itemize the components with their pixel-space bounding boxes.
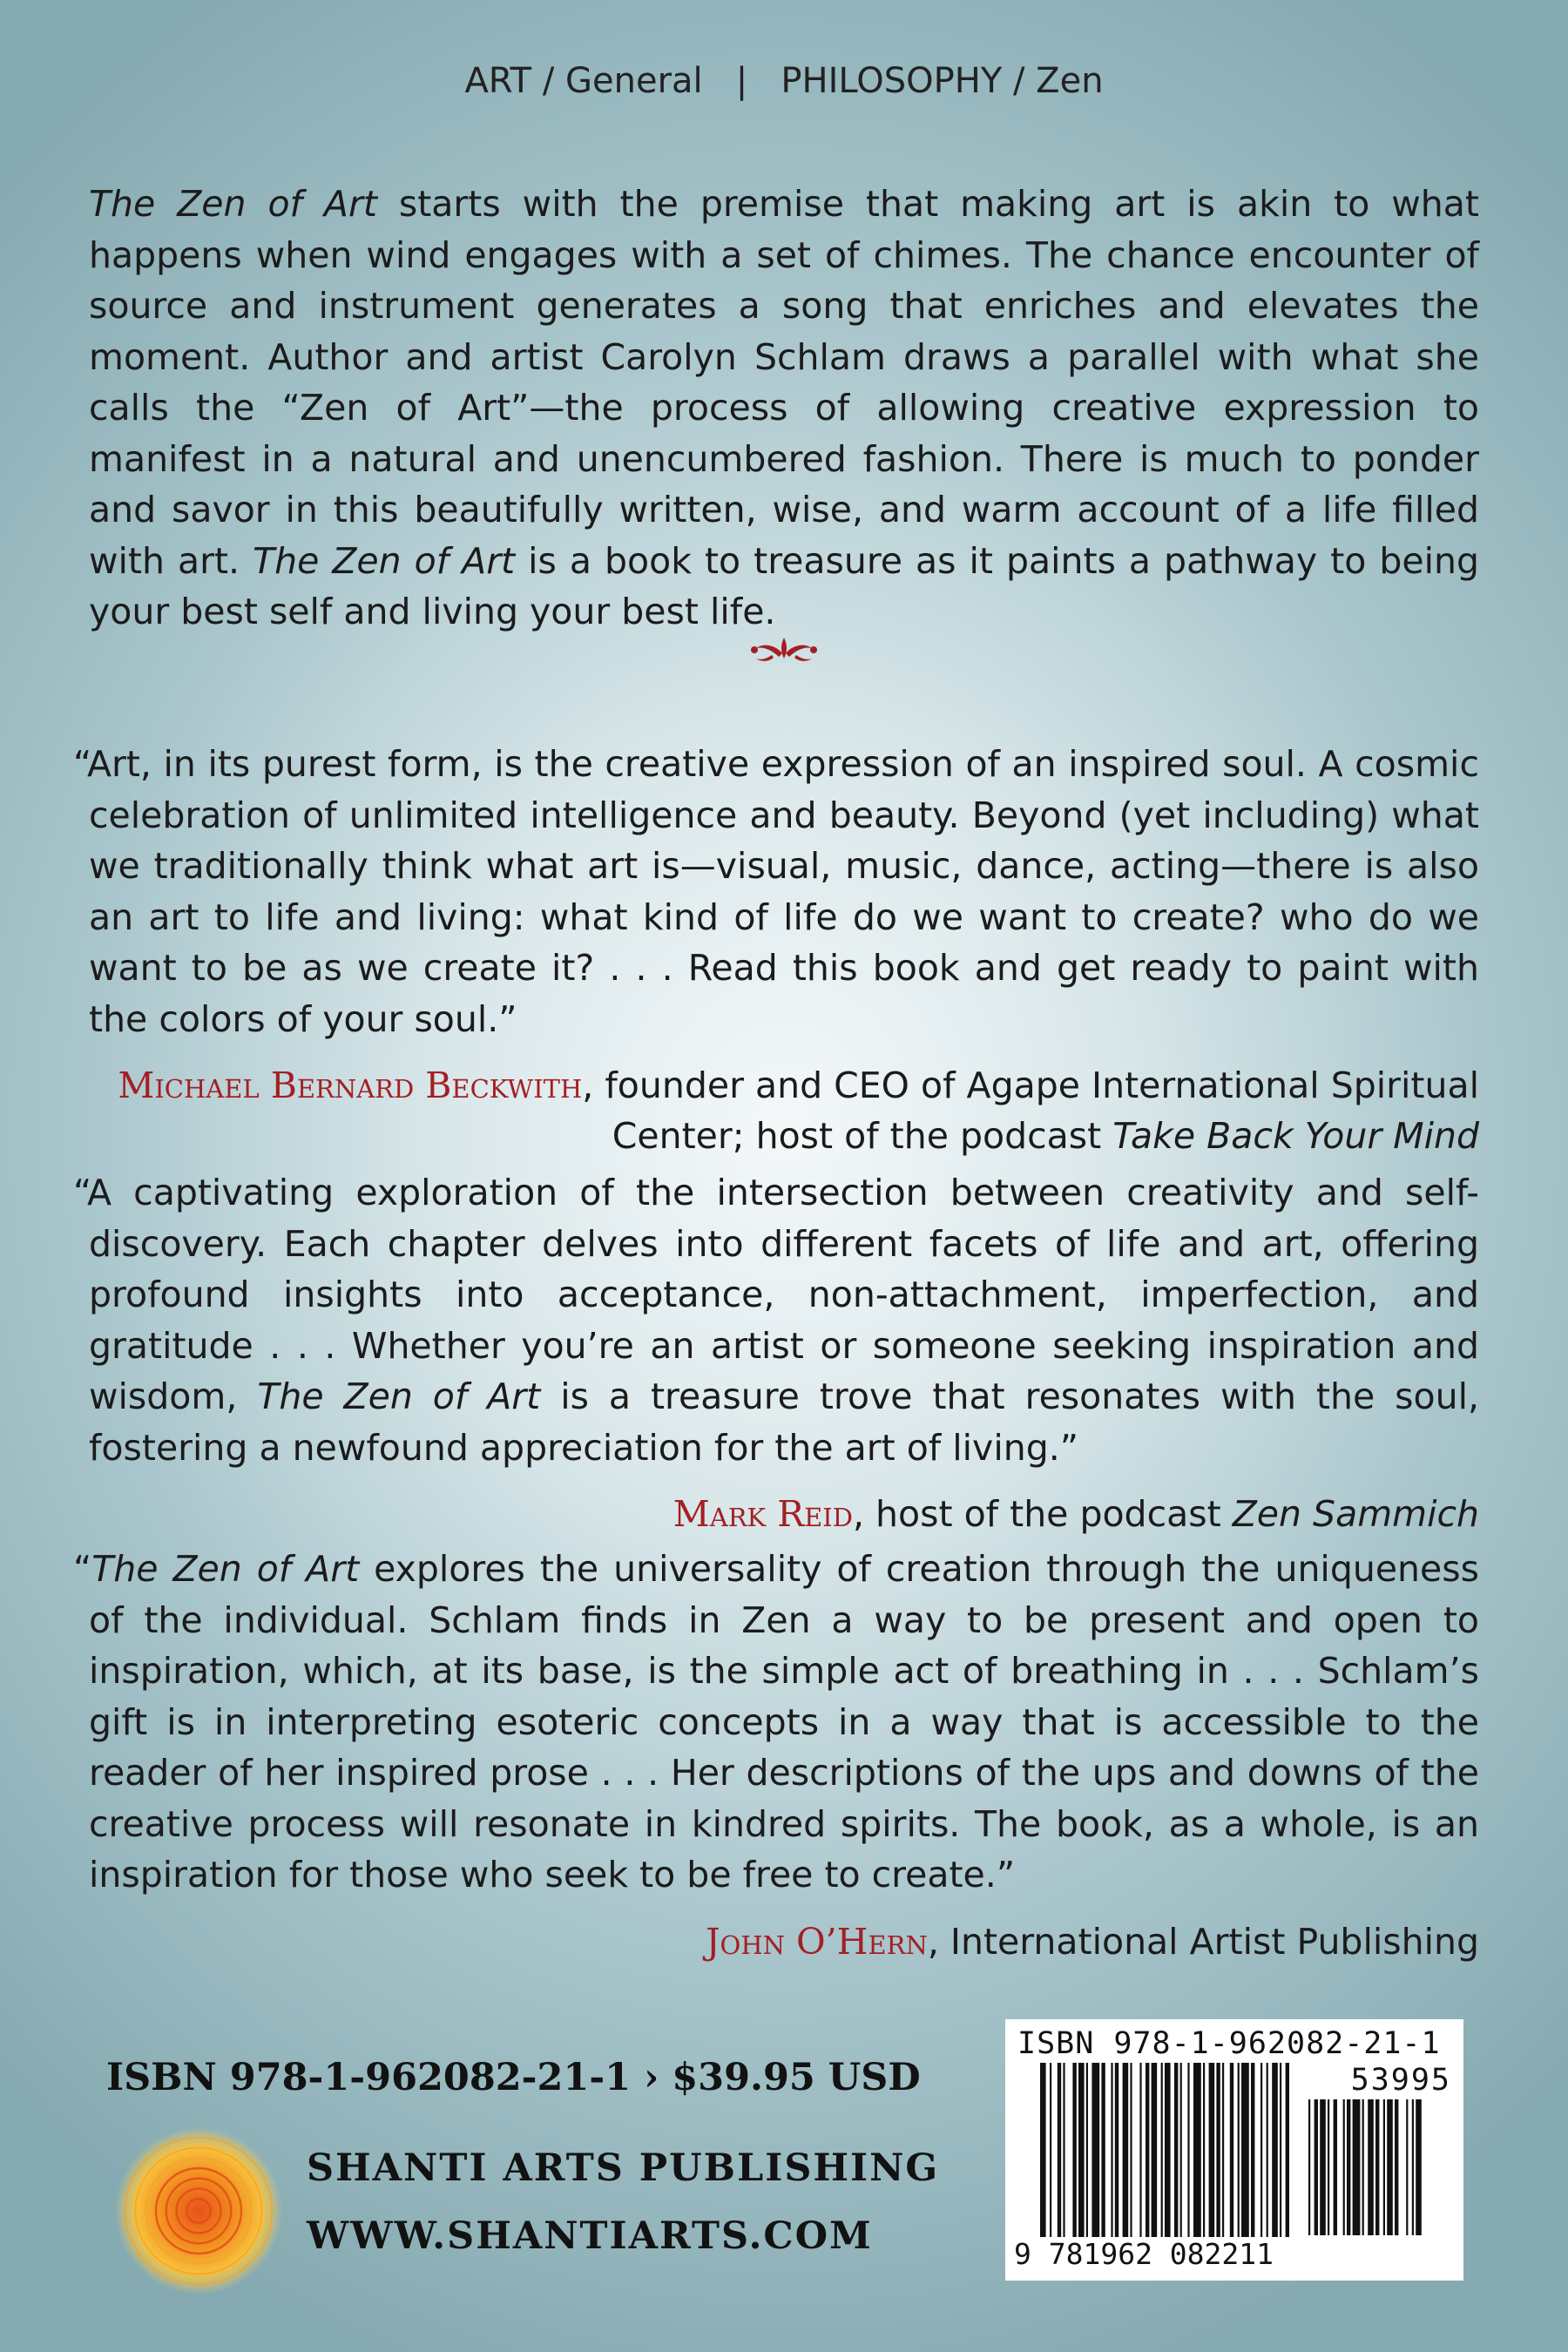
- endorser-name: Michael Bernard Beckwith: [118, 1064, 583, 1106]
- quote-attribution: [73, 1916, 1479, 1967]
- book-title-italic: The Zen of Art: [89, 183, 377, 225]
- quote-text: [73, 1544, 1479, 1901]
- quote-text-b: is a treasure trove that resonates with the soul, fostering a newfound appreciation for the art of living.”: [89, 1375, 1480, 1469]
- description-text-part2: is a book to treasure as it paints a pathway to being your best self and living your best life.: [89, 539, 1480, 632]
- quote-book-title-italic: The Zen of Art: [257, 1375, 541, 1417]
- quote-attribution: [73, 1060, 1479, 1161]
- publisher-name: SHANTI ARTS PUBLISHING: [307, 2146, 940, 2190]
- endorser-name: John O’Hern: [706, 1920, 928, 1963]
- endorser-role: , International Artist Publishing: [927, 1920, 1479, 1963]
- quote-text: [73, 1167, 1479, 1473]
- quote-book-title-italic: The Zen of Art: [91, 1548, 360, 1590]
- quote-text-a: “A captivating exploration of the intersection between creativity and self-discovery. Each chapter delves into different facets of life and art, offering profound insights into acceptance, non-attachment, imperfection, and gratitude . . . Whether you’re an artist or someone seeking inspiration and wisdom,: [73, 1172, 1479, 1417]
- endorser-name: Mark Reid: [672, 1493, 853, 1535]
- quote-text-b: explores the universality of creation through the uniqueness of the individual. Schlam finds in Zen a way to be present and open to inspiration, which, at its base, is the simple act of breathing in . . . Schlam’s gift is in interpreting esoteric concepts in a way that is accessible to the reader of her inspired prose . . . Her descriptions of the ups and downs of the creative process will resonate in kindred spirits. The book, as a whole, is an inspiration for those who seek to be free to create.”: [89, 1548, 1479, 1896]
- barcode-price-code: 53995: [1350, 2063, 1451, 2098]
- endorsement-quote-2: [73, 1167, 1479, 1539]
- endorser-role-italic: Zen Sammich: [1232, 1493, 1479, 1535]
- book-description: [89, 179, 1479, 638]
- book-categories: ART / General | PHILOSOPHY / Zen: [464, 61, 1104, 101]
- barcode-ean-number: 9 781962 082211: [1014, 2237, 1274, 2271]
- book-title-italic-2: The Zen of Art: [253, 539, 516, 582]
- sun-spiral-logo-icon: [113, 2126, 284, 2296]
- quote-attribution: [73, 1489, 1479, 1539]
- endorser-role: , founder and CEO of Agape International Spiritual Center; host of the podcast: [582, 1064, 1479, 1157]
- barcode-isbn-label: ISBN 978-1-962082-21-1: [1017, 2026, 1441, 2061]
- endorsement-quote-3: [73, 1544, 1479, 1967]
- publisher-website[interactable]: WWW.SHANTIARTS.COM: [307, 2214, 873, 2258]
- barcode: [1005, 2019, 1463, 2281]
- description-text-part1: starts with the premise that making art is akin to what happens when wind engages with a set of chimes. The chance encounter of source and instrument generates a song that enriches and elevates the moment. Author and artist Carolyn Schlam draws a parallel with what she calls the “Zen of Art”—the process of allowing creative expression to manifest in a natural and unencumbered fashion. There is much to ponder and savor in this beautifully written, wise, and warm account of a life filled with art.: [89, 183, 1479, 582]
- endorser-role: , host of the podcast: [852, 1493, 1233, 1535]
- endorser-role-italic: Take Back Your Mind: [1112, 1115, 1479, 1157]
- quote-text: “Art, in its purest form, is the creative expression of an inspired soul. A cosmic celebration of unlimited intelligence and beauty. Beyond (yet including) what we traditionally think what art is—visual, music, dance, acting—there is also an art to life and living: what kind of life do we want to create? who do we want to be as we create it? . . . Read this book and get ready to paint with the colors of your soul.”: [73, 743, 1479, 1040]
- endorsement-quote-1: [73, 739, 1479, 1161]
- fleuron-ornament-icon: [746, 632, 822, 667]
- publisher-block: [307, 2134, 939, 2270]
- quote-open-mark: “: [73, 1548, 92, 1590]
- isbn-price-line: ISBN 978-1-962082-21-1 › $39.95 USD: [106, 2056, 921, 2099]
